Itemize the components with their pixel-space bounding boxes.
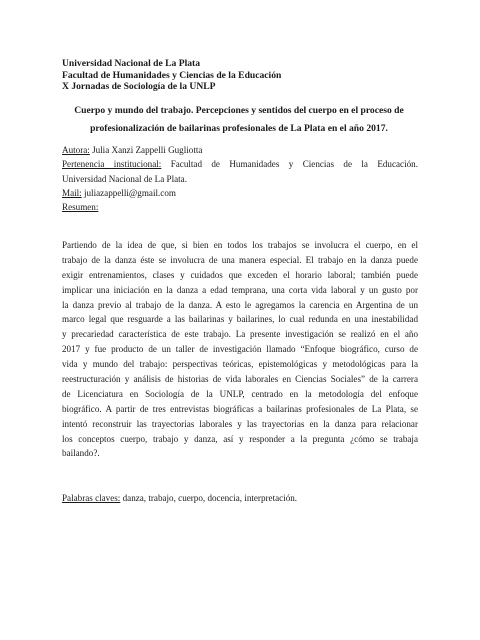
keywords-label: Palabras claves:: [62, 493, 121, 503]
abstract-line: marco legal que resguarde a las bailarinas y bailarines, lo cual redunda en una inestabilidad: [62, 314, 418, 325]
abstract-line: implicar una iniciación en la danza a edad temprana, una corta vida laboral y un gusto por: [62, 284, 418, 295]
abstract-line: biográfico. A partir de tres entrevistas biográficas a bailarinas profesionales de La Plata, se: [62, 403, 418, 414]
author-line: [62, 143, 418, 157]
paper-title: [62, 102, 416, 137]
affiliation-value: Facultad de Humanidades y Ciencias de la Educación.: [170, 159, 418, 170]
affiliation-line-2: Universidad Nacional de La Plata.: [62, 173, 187, 184]
abstract-body: [62, 238, 418, 461]
university-name: Universidad Nacional de La Plata: [62, 58, 201, 69]
abstract-line: trabajo de la danza éste se involucra de una manera especial. El trabajo en la danza puede: [62, 254, 418, 265]
abstract-line: los conceptos cuerpo, trabajo y danza, así y responder a la pregunta ¿cómo se trabaja: [62, 433, 418, 444]
abstract-label: Resumen:: [62, 202, 99, 213]
faculty-name: Facultad de Humanidades y Ciencias de la Educación: [62, 69, 282, 81]
abstract-line: intentó reconstruir las trayectorias laborales y las trayectorias en la danza para relacionar: [62, 418, 418, 429]
abstract-line: vida y mundo del trabajo: perspectivas teóricas, epistemológicas y metodológicas para la: [62, 359, 418, 370]
document-header: [62, 58, 281, 93]
paper-title-line-2: profesionalización de bailarinas profesionales de La Plata en el año 2017.: [90, 122, 388, 134]
author-name: Julia Xanzi Zappelli Gugliotta: [92, 145, 203, 155]
affiliation-label: Pertenencia institucional:: [62, 159, 162, 170]
abstract-line: bailando?.: [62, 448, 100, 459]
mail-line: [62, 186, 418, 200]
author-label: Autora:: [62, 145, 90, 155]
abstract-line: Partiendo de la idea de que, si bien en todos los trabajos se involucra el cuerpo, en el: [62, 240, 418, 250]
abstract-line: reestructuración y análisis de historias de vida laborales en Ciencias Sociales” de la carrera: [62, 374, 418, 385]
abstract-heading: [62, 200, 418, 214]
abstract-line: la danza previo al trabajo de la danza. A esto le agregamos la carencia en Argentina de un: [62, 299, 418, 310]
abstract-line: 2017 y fue producto de un taller de investigación llamado “Enfoque biográfico, curso de: [62, 344, 418, 355]
abstract-line: exigir entrenamientos, clases y cuidados que exceden el horario laboral; también puede: [62, 269, 418, 280]
mail-label: Mail:: [62, 187, 82, 198]
keywords-value: danza, trabajo, cuerpo, docencia, interpretación.: [122, 493, 298, 503]
abstract-line: de Licenciatura en Sociología de la UNLP, centrado en la metodología del enfoque: [62, 388, 418, 399]
author-info: [62, 143, 418, 214]
paper-title-line-1: Cuerpo y mundo del trabajo. Percepciones y sentidos del cuerpo en el proceso de: [74, 105, 404, 116]
affiliation-line: [62, 157, 418, 171]
keywords-line: [62, 492, 297, 504]
event-name: X Jornadas de Sociología de la UNLP: [62, 81, 216, 93]
abstract-line: y precariedad característica de este trabajo. La presente investigación se realizó en el año: [62, 329, 418, 340]
mail-address: juliazappelli@gmail.com: [83, 187, 176, 198]
